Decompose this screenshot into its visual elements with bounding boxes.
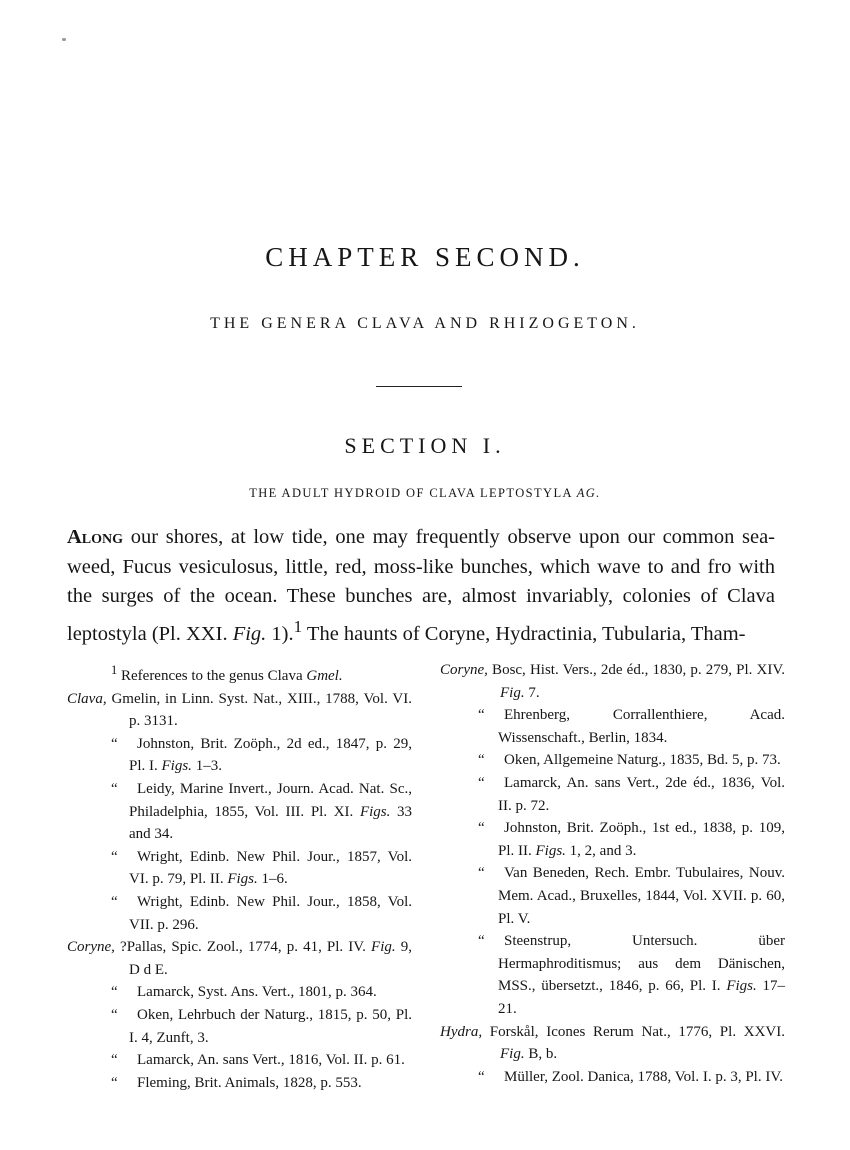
ditto-mark: “ [478, 865, 485, 882]
ditto-mark: “ [478, 820, 485, 837]
footnote-reference: 1 [293, 616, 303, 636]
ditto-mark: “ [478, 752, 485, 769]
footnote-entry [440, 862, 785, 930]
reference-text-end: 17–21. [498, 978, 786, 1017]
footnote-left-list [67, 688, 412, 1095]
reference-text: Steenstrup, Untersuch. über Hermaphroditismus; aus dem Dänischen, MSS., übersetzt., 1846, p. 66, Pl. I. [498, 933, 785, 995]
reference-text: Müller, Zool. Danica, 1788, Vol. I. p. 3, Pl. IV. [504, 1068, 783, 1085]
footnote-entry [67, 1004, 412, 1049]
paragraph-text-3: The haunts of Coryne, Hydractinia, Tubularia, Tham- [302, 622, 746, 645]
figure-label: Fig. [371, 939, 396, 956]
footnote-entry [67, 1072, 412, 1095]
reference-text-end: 1–3. [191, 758, 222, 775]
footnote-entry [440, 1066, 785, 1089]
chapter-subtitle: THE GENERA CLAVA AND RHIZOGETON. [210, 315, 640, 332]
reference-text: Wright, Edinb. New Phil. Jour., 1858, Vol. VII. p. 296. [129, 893, 412, 933]
body-paragraph [67, 523, 775, 649]
reference-text-end: B, b. [524, 1046, 558, 1063]
ditto-mark: “ [111, 780, 118, 797]
footnote-entry [67, 778, 412, 846]
ditto-mark: “ [478, 1068, 485, 1085]
reference-text: Ehrenberg, Corrallenthiere, Acad. Wissenschaft., Berlin, 1834. [498, 707, 785, 746]
ditto-mark: “ [478, 933, 485, 950]
genus-name: Coryne, [67, 939, 115, 956]
footnote-heading [67, 659, 412, 688]
ditto-mark: “ [111, 848, 118, 865]
footnote-entry-genus [67, 936, 412, 981]
footnote-entry [67, 733, 412, 778]
reference-text: Leidy, Marine Invert., Journ. Acad. Nat. Sc., Philadelphia, 1855, Vol. III. Pl. XI. [129, 780, 412, 820]
paragraph-text-2: 1). [266, 622, 294, 645]
footnote-heading-text: References to the genus Clava [117, 668, 307, 684]
footnotes-right-column [440, 659, 785, 1088]
ditto-mark: “ [111, 1006, 118, 1023]
chapter-title: CHAPTER SECOND. [265, 242, 585, 272]
page-speck [62, 38, 66, 41]
divider-rule [376, 386, 462, 387]
genus-name: Clava, [67, 690, 107, 707]
reference-text-end: 7. [524, 684, 540, 701]
ditto-mark: “ [478, 774, 485, 791]
reference-text: Oken, Allgemeine Naturg., 1835, Bd. 5, p. 73. [504, 752, 781, 769]
figure-label: Figs. [726, 978, 757, 995]
reference-text: Lamarck, An. sans Vert., 1816, Vol. II. p. 61. [137, 1052, 405, 1069]
reference-text-end: 33 and 34. [129, 803, 412, 843]
footnote-entry [67, 1049, 412, 1072]
reference-text: Wright, Edinb. New Phil. Jour., 1857, Vol. VI. p. 79, Pl. II. [129, 848, 412, 888]
genus-name: Hydra, [440, 1023, 483, 1040]
ditto-mark: “ [111, 984, 118, 1001]
footnote-entry-genus [440, 659, 785, 704]
section-title: SECTION I. [344, 433, 506, 458]
reference-text: Oken, Lehrbuch der Naturg., 1815, p. 50, Pl. I. 4, Zunft, 3. [129, 1006, 412, 1046]
footnote-entry [440, 817, 785, 862]
footnote-entry-genus [440, 1021, 785, 1066]
paragraph-fig-label: Fig. [232, 622, 267, 645]
reference-text-end: 1, 2, and 3. [565, 842, 637, 859]
reference-text-end: 1–6. [257, 871, 288, 888]
reference-text: Fleming, Brit. Animals, 1828, p. 553. [137, 1074, 362, 1091]
paragraph-text-1: our shores, at low tide, one may frequently observe upon our common sea-weed, Fucus vesiculosus, little, red, moss-like bunches, which wave to and fro with the surges of the ocean. These bunches are, almost invariably, colonies of Clava leptostyla (Pl. XXI. [67, 526, 775, 645]
footnote-entry [440, 930, 785, 1020]
footnote-entry [440, 704, 785, 749]
figure-label: Fig. [500, 684, 525, 701]
section-subtitle [0, 486, 850, 501]
genus-name: Coryne, [440, 662, 488, 678]
footnote-right-list [440, 659, 785, 1088]
section-subtitle-author: AG. [576, 486, 601, 500]
figure-label: Fig. [500, 1046, 525, 1063]
footnote-entry-genus [67, 688, 412, 733]
reference-text: Bosc, Hist. Vers., 2de éd., 1830, p. 279, Pl. XIV. [487, 662, 785, 678]
ditto-mark: “ [111, 893, 118, 910]
footnote-entry [67, 981, 412, 1004]
footnote-entry [440, 749, 785, 772]
ditto-mark: “ [111, 1074, 118, 1091]
footnote-entry [67, 846, 412, 891]
footnote-entry [440, 772, 785, 817]
figure-label: Figs. [161, 758, 192, 775]
reference-text: Johnston, Brit. Zoöph., 1st ed., 1838, p. 109, Pl. II. [498, 820, 785, 859]
section-subtitle-main: THE ADULT HYDROID OF CLAVA LEPTOSTYLA [249, 486, 577, 500]
reference-text: Gmelin, in Linn. Syst. Nat., XIII., 1788, Vol. VI. p. 3131. [106, 690, 412, 730]
footnote-heading-author: Gmel. [306, 668, 343, 684]
ditto-mark: “ [478, 707, 485, 724]
reference-text-end: 9, D d E. [129, 939, 412, 978]
reference-text: ?Pallas, Spic. Zool., 1774, p. 41, Pl. IV. [114, 939, 372, 956]
ditto-mark: “ [111, 1052, 118, 1069]
reference-text: Van Beneden, Rech. Embr. Tubulaires, Nouv. Mem. Acad., Bruxelles, 1844, Vol. XVII. p. 60, Pl. V. [498, 865, 785, 927]
reference-text: Lamarck, An. sans Vert., 2de éd., 1836, Vol. II. p. 72. [498, 774, 785, 814]
reference-text: Forskål, Icones Rerum Nat., 1776, Pl. XXVI. [482, 1023, 785, 1040]
reference-text: Johnston, Brit. Zoöph., 2d ed., 1847, p. 29, Pl. I. [129, 735, 412, 775]
footnotes-left-column [67, 659, 412, 1094]
ditto-mark: “ [111, 735, 118, 752]
footnote-heading-mark: 1 [111, 663, 118, 677]
figure-label: Figs. [359, 803, 391, 820]
figure-label: Figs. [535, 842, 566, 859]
reference-text: Lamarck, Syst. Ans. Vert., 1801, p. 364. [137, 984, 377, 1001]
footnote-entry [67, 891, 412, 936]
figure-label: Figs. [227, 871, 258, 888]
paragraph-lead-word: Along [67, 526, 124, 548]
